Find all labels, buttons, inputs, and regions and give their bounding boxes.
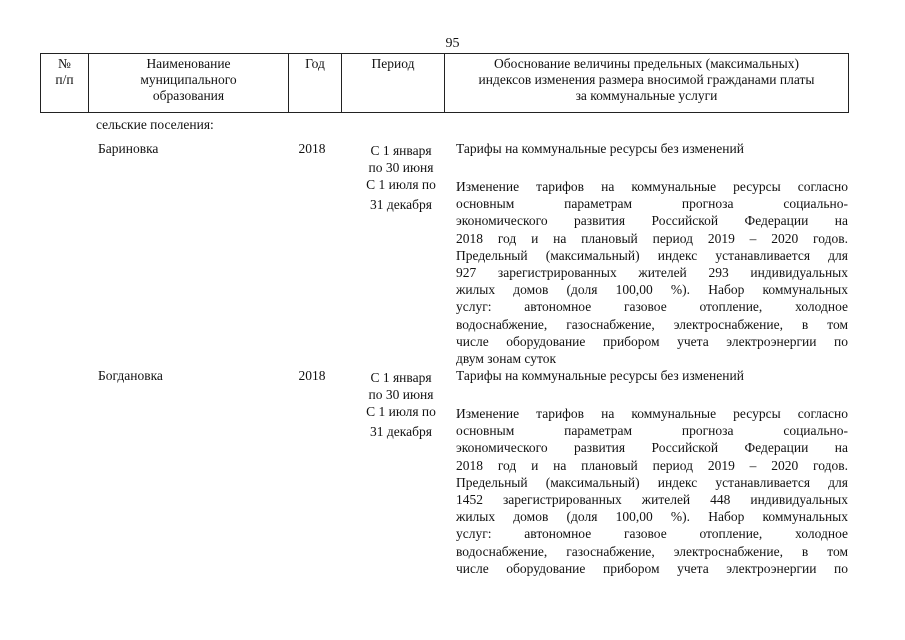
- justification-no-change: Тарифы на коммунальные ресурсы без изменений: [456, 141, 744, 156]
- header-col-name: Наименование муниципального образования: [89, 54, 289, 113]
- justification-line: экономического развития Российской Федерации на: [456, 440, 848, 456]
- municipality-name: Богдановка: [98, 368, 163, 383]
- justification-line: 927 зарегистрированных жителей 293 индивидуальных: [456, 265, 848, 281]
- justification-details: [456, 405, 848, 577]
- justification-line: числе оборудование прибором учета электроэнергии по: [456, 560, 848, 576]
- period-line: 31 декабря: [370, 197, 432, 212]
- period-line: С 1 января: [370, 143, 432, 158]
- table-header: [40, 53, 849, 113]
- justification-line: водоснабжение, газоснабжение, электроснабжение, в том: [456, 316, 848, 332]
- justification-line: экономического развития Российской Федерации на: [456, 213, 848, 229]
- period-cell: [352, 369, 450, 440]
- justification-line: жилых домов (доля 100,00 %). Набор коммунальных: [456, 509, 848, 525]
- justification-line: числе оборудование прибором учета электроэнергии по: [456, 333, 848, 349]
- year-cell: 2018: [298, 141, 326, 156]
- header-col-period: Период: [342, 54, 445, 113]
- justification-line: водоснабжение, газоснабжение, электроснабжение, в том: [456, 543, 848, 559]
- period-line: по 30 июня: [368, 160, 434, 175]
- justification-line: Изменение тарифов на коммунальные ресурсы согласно: [456, 406, 848, 421]
- justification-line: Изменение тарифов на коммунальные ресурсы согласно: [456, 179, 848, 194]
- justification-no-change: Тарифы на коммунальные ресурсы без изменений: [456, 368, 744, 383]
- period-line: С 1 июля по: [366, 404, 436, 419]
- justification-line: услуг: автономное газовое отопление, холодное: [456, 299, 848, 315]
- header-col-year: Год: [289, 54, 342, 113]
- period-cell: [352, 142, 450, 213]
- period-line: С 1 января: [370, 370, 432, 385]
- period-line: С 1 июля по: [366, 177, 436, 192]
- section-label: сельские поселения:: [96, 117, 214, 132]
- period-line: по 30 июня: [368, 387, 434, 402]
- justification-line: основным параметрам прогноза социально-: [456, 196, 848, 212]
- year-cell: 2018: [298, 368, 326, 383]
- justification-line: Предельный (максимальный) индекс устанавливается для: [456, 247, 848, 263]
- period-line: 31 декабря: [370, 424, 432, 439]
- justification-line: двум зонам суток: [456, 351, 557, 367]
- justification-line: 1452 зарегистрированных жителей 448 индивидуальных: [456, 492, 848, 508]
- justification-line: услуг: автономное газовое отопление, холодное: [456, 526, 848, 542]
- header-col-number: № п/п: [41, 54, 89, 113]
- page-number: 95: [445, 36, 460, 51]
- header-col-justification: Обоснование величины предельных (максимальных) индексов изменения размера вносимой гражданами платы за коммунальные услуги: [445, 54, 849, 113]
- justification-line: жилых домов (доля 100,00 %). Набор коммунальных: [456, 282, 848, 298]
- justification-line: основным параметрам прогноза социально-: [456, 423, 848, 439]
- justification-line: 2018 год и на плановый период 2019 – 2020 годов.: [456, 230, 848, 246]
- justification-line: Предельный (максимальный) индекс устанавливается для: [456, 474, 848, 490]
- justification-line: 2018 год и на плановый период 2019 – 2020 годов.: [456, 457, 848, 473]
- municipality-name: Бариновка: [98, 141, 159, 156]
- justification-details: [456, 178, 848, 367]
